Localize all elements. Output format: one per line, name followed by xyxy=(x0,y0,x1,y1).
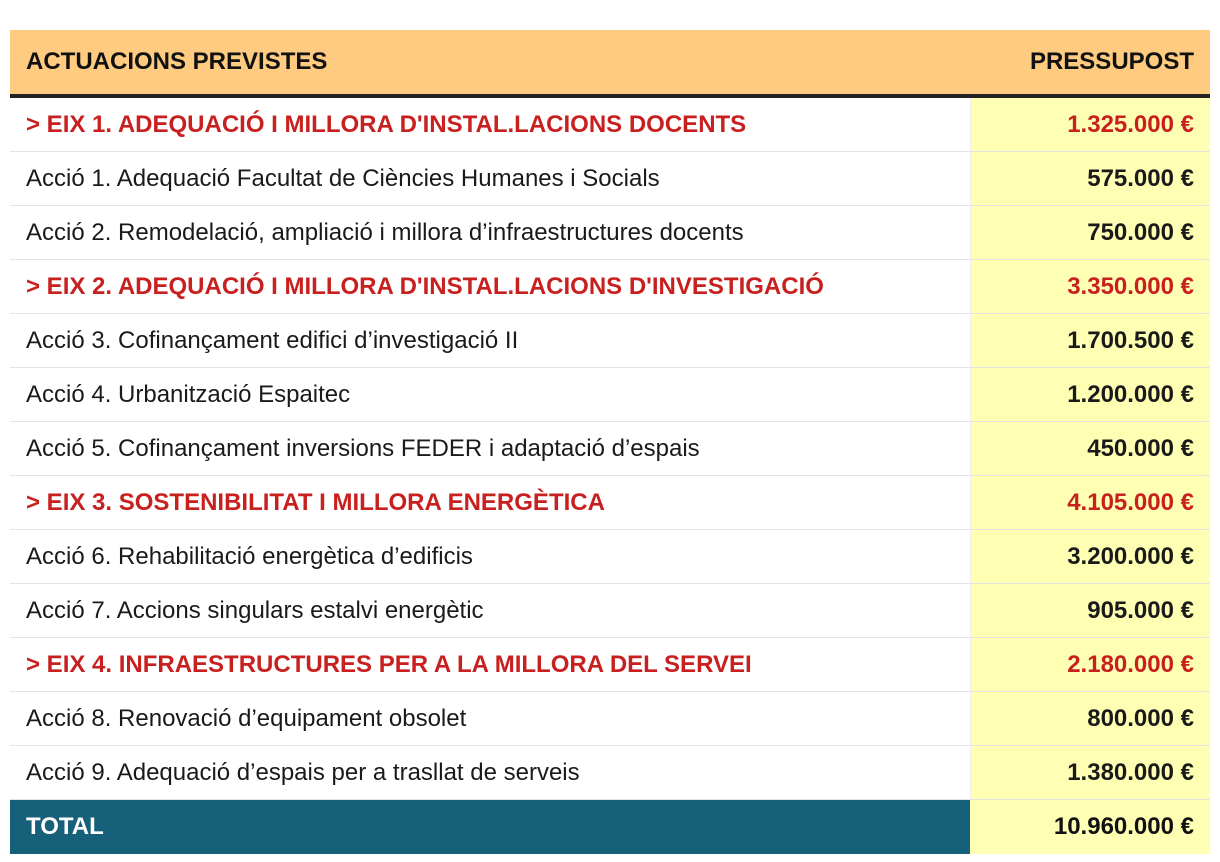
row-label: Acció 5. Cofinançament inversions FEDER i adaptació d’espais xyxy=(10,422,970,476)
table-row xyxy=(10,692,1210,746)
row-label: > EIX 2. ADEQUACIÓ I MILLORA D'INSTAL.LACIONS D'INVESTIGACIÓ xyxy=(10,260,970,314)
table-row xyxy=(10,368,1210,422)
axis-row xyxy=(10,476,1210,530)
row-amount: 750.000 € xyxy=(970,206,1210,260)
budget-table-container xyxy=(10,30,1210,854)
axis-row xyxy=(10,96,1210,152)
total-label: TOTAL xyxy=(10,800,970,855)
row-amount: 3.350.000 € xyxy=(970,260,1210,314)
header-actions: ACTUACIONS PREVISTES xyxy=(10,30,970,96)
row-amount: 450.000 € xyxy=(970,422,1210,476)
budget-table xyxy=(10,30,1210,854)
row-label: Acció 9. Adequació d’espais per a trasllat de serveis xyxy=(10,746,970,800)
table-row xyxy=(10,152,1210,206)
table-row xyxy=(10,422,1210,476)
row-amount: 1.700.500 € xyxy=(970,314,1210,368)
row-amount: 1.325.000 € xyxy=(970,96,1210,152)
row-label: Acció 7. Accions singulars estalvi energètic xyxy=(10,584,970,638)
row-amount: 905.000 € xyxy=(970,584,1210,638)
axis-row xyxy=(10,638,1210,692)
table-row xyxy=(10,206,1210,260)
row-label: > EIX 4. INFRAESTRUCTURES PER A LA MILLORA DEL SERVEI xyxy=(10,638,970,692)
row-amount: 1.200.000 € xyxy=(970,368,1210,422)
table-header-row xyxy=(10,30,1210,96)
row-label: Acció 4. Urbanització Espaitec xyxy=(10,368,970,422)
row-amount: 1.380.000 € xyxy=(970,746,1210,800)
row-label: > EIX 3. SOSTENIBILITAT I MILLORA ENERGÈTICA xyxy=(10,476,970,530)
axis-row xyxy=(10,260,1210,314)
table-body xyxy=(10,96,1210,800)
row-label: Acció 1. Adequació Facultat de Ciències Humanes i Socials xyxy=(10,152,970,206)
row-label: > EIX 1. ADEQUACIÓ I MILLORA D'INSTAL.LACIONS DOCENTS xyxy=(10,96,970,152)
row-label: Acció 6. Rehabilitació energètica d’edificis xyxy=(10,530,970,584)
row-amount: 575.000 € xyxy=(970,152,1210,206)
table-row xyxy=(10,746,1210,800)
row-label: Acció 8. Renovació d’equipament obsolet xyxy=(10,692,970,746)
row-amount: 3.200.000 € xyxy=(970,530,1210,584)
header-budget: PRESSUPOST xyxy=(970,30,1210,96)
row-label: Acció 3. Cofinançament edifici d’investigació II xyxy=(10,314,970,368)
row-amount: 800.000 € xyxy=(970,692,1210,746)
row-amount: 4.105.000 € xyxy=(970,476,1210,530)
table-row xyxy=(10,584,1210,638)
row-amount: 2.180.000 € xyxy=(970,638,1210,692)
table-row xyxy=(10,530,1210,584)
total-amount: 10.960.000 € xyxy=(970,800,1210,855)
row-label: Acció 2. Remodelació, ampliació i millora d’infraestructures docents xyxy=(10,206,970,260)
total-row xyxy=(10,800,1210,855)
table-row xyxy=(10,314,1210,368)
